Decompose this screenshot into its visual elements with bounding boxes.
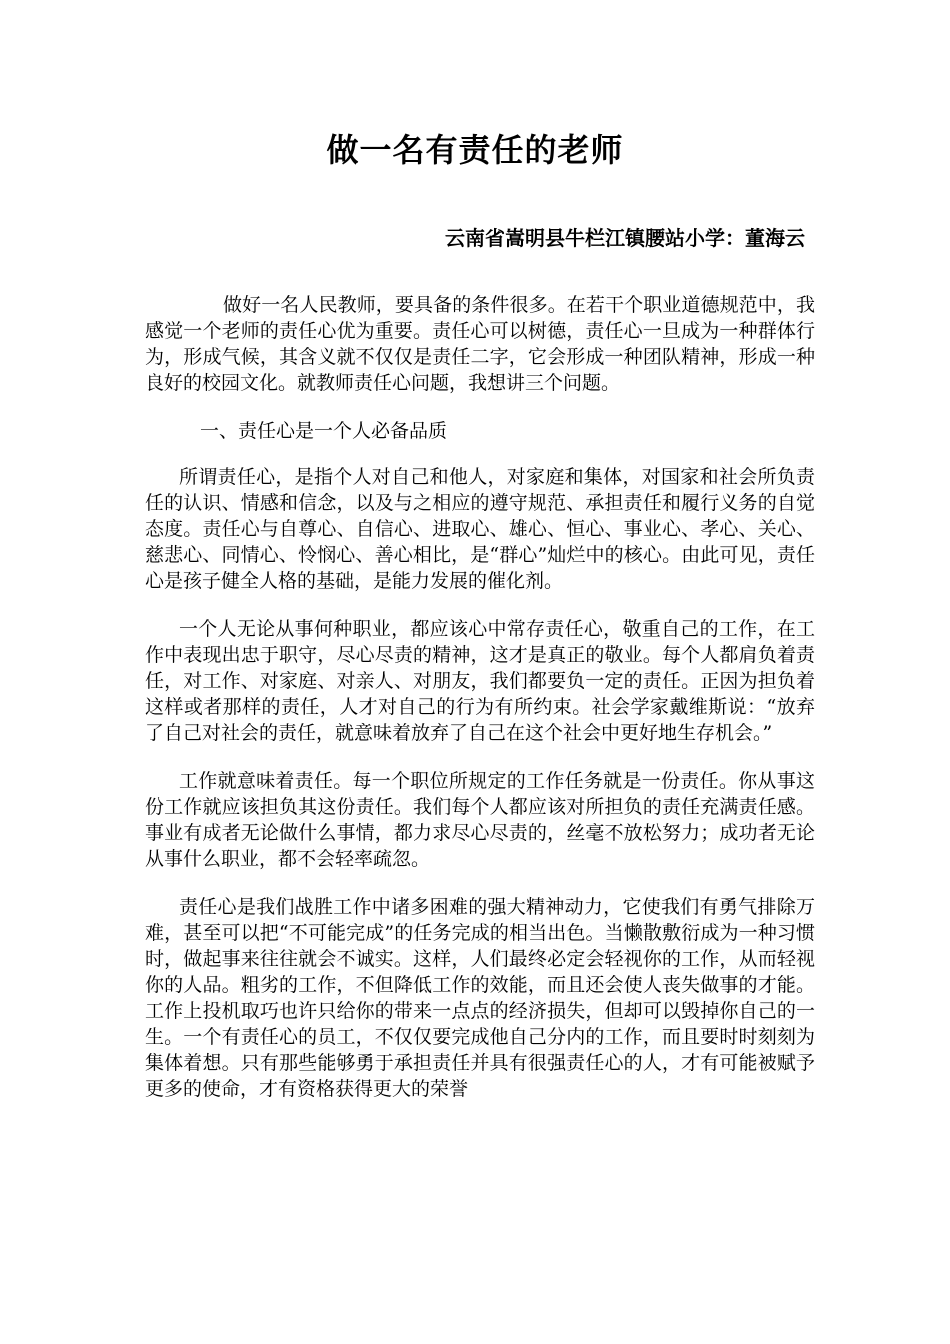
paragraph: 一个人无论从事何种职业，都应该心中常存责任心，敬重自己的工作，在工作中表现出忠于职守，尽心尽责的精神，这才是真正的敬业。每个人都肩负着责任，对工作、对家庭、对亲人、对朋友，我们都要负一定的责任。正因为担负着这样或者那样的责任，人才对自己的行为有所约束。社会学家戴维斯说：“放弃了自己对社会的责任，就意味着放弃了自己在这个社会中更好地生存机会。” [145, 618, 815, 744]
author-line: 云南省嵩明县牛栏江镇腰站小学：董海云 [445, 226, 805, 250]
document-title: 做一名有责任的老师 [326, 131, 624, 169]
paragraph: 责任心是我们战胜工作中诸多困难的强大精神动力，它使我们有勇气排除万难，甚至可以把“不可能完成”的任务完成的相当出色。当懒散敷衍成为一种习惯时，做起事来往往就会不诚实。这样，人们最终必定会轻视你的工作，从而轻视你的人品。粗劣的工作，不但降低工作的效能，而且还会使人丧失做事的才能。工作上投机取巧也许只给你的带来一点点的经济损失，但却可以毁掉你自己的一生。一个有责任心的员工，不仅仅要完成他自己分内的工作，而且要时时刻刻为集体着想。只有那些能够勇于承担责任并具有很强责任心的人，才有可能被赋予更多的使命，才有资格获得更大的荣誉 [145, 896, 815, 1100]
paragraph: 所谓责任心，是指个人对自己和他人，对家庭和集体，对国家和社会所负责任的认识、情感和信念，以及与之相应的遵守规范、承担责任和履行义务的自觉态度。责任心与自尊心、自信心、进取心、雄心、恒心、事业心、孝心、关心、慈悲心、同情心、怜悯心、善心相比，是“群心”灿烂中的核心。由此可见，责任心是孩子健全人格的基础，是能力发展的催化剂。 [145, 466, 815, 592]
section-heading: 一、责任心是一个人必备品质 [200, 420, 448, 442]
paragraph: 工作就意味着责任。每一个职位所规定的工作任务就是一份责任。你从事这份工作就应该担负其这份责任。我们每个人都应该对所担负的责任充满责任感。事业有成者无论做什么事情，都力求尽心尽责的，丝毫不放松努力；成功者无论从事什么职业，都不会轻率疏忽。 [145, 770, 815, 870]
paragraph-intro: 做好一名人民教师，要具备的条件很多。在若干个职业道德规范中，我感觉一个老师的责任心优为重要。责任心可以树德，责任心一旦成为一种群体行为，形成气候，其含义就不仅仅是责任二字，它会形成一种团队精神，形成一种良好的校园文化。就教师责任心问题，我想讲三个问题。 [145, 294, 815, 394]
document-body [145, 292, 815, 1124]
